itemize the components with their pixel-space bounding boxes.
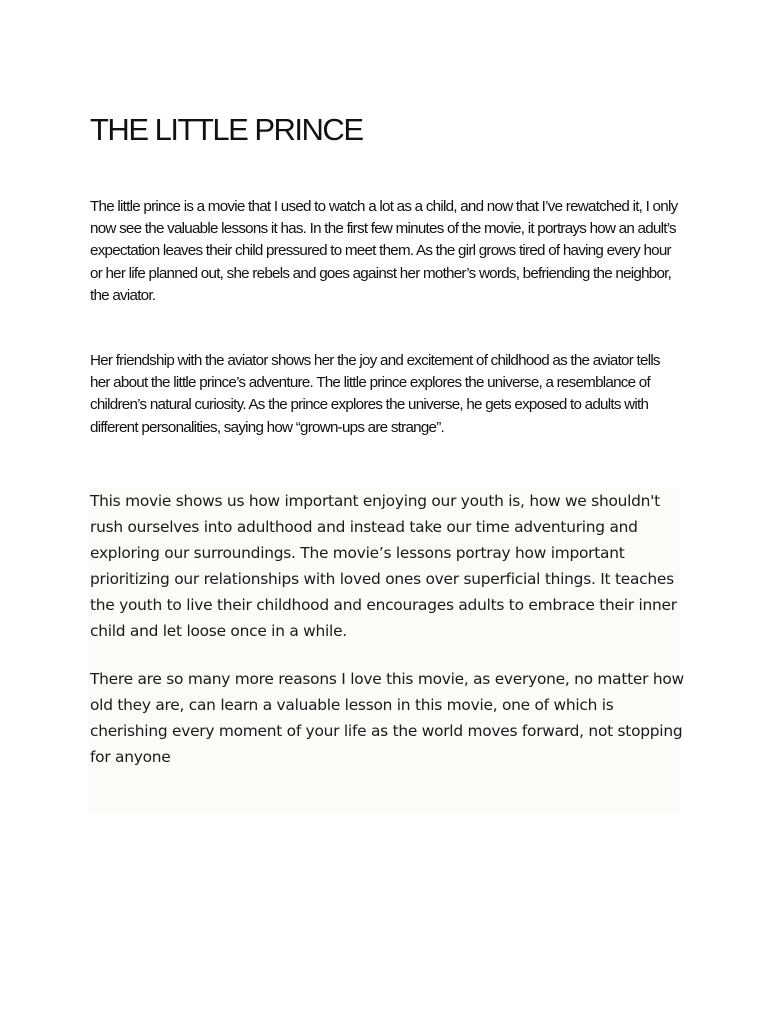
paragraph-3: This movie shows us how important enjoying our youth is, how we shouldn't rush ourselves into adulthood and instead take our time adventuring and exploring our surroundings. The movie’s lessons portray how important prioritizing our relationships with loved ones over superficial things. It teaches the youth to live their childhood and encourages adults to embrace their inner child and let loose once in a while.: [90, 492, 677, 640]
paragraph-4: There are so many more reasons I love this movie, as everyone, no matter how old they are, can learn a valuable lesson in this movie, one of which is cherishing every moment of your life as the world moves forward, not stopping for anyone: [90, 670, 684, 766]
paragraph-1: The little prince is a movie that I used to watch a lot as a child, and now that I’ve rewatched it, I only now see the valuable lessons it has. In the first few minutes of the movie, it portrays how an adult’s expectation leaves their child pressured to meet them. As the girl grows tired of having every hour or her life planned out, she rebels and goes against her mother’s words, befriending the neighbor, the aviator.: [90, 198, 678, 304]
document-title: THE LITTLE PRINCE: [90, 112, 363, 147]
paragraph-2: Her friendship with the aviator shows her the joy and excitement of childhood as the aviator tells her about the little prince’s adventure. The little prince explores the universe, a resemblance of children’s natural curiosity. As the prince explores the universe, he gets exposed to adults with different personalities, saying how “grown-ups are strange”.: [90, 352, 660, 436]
